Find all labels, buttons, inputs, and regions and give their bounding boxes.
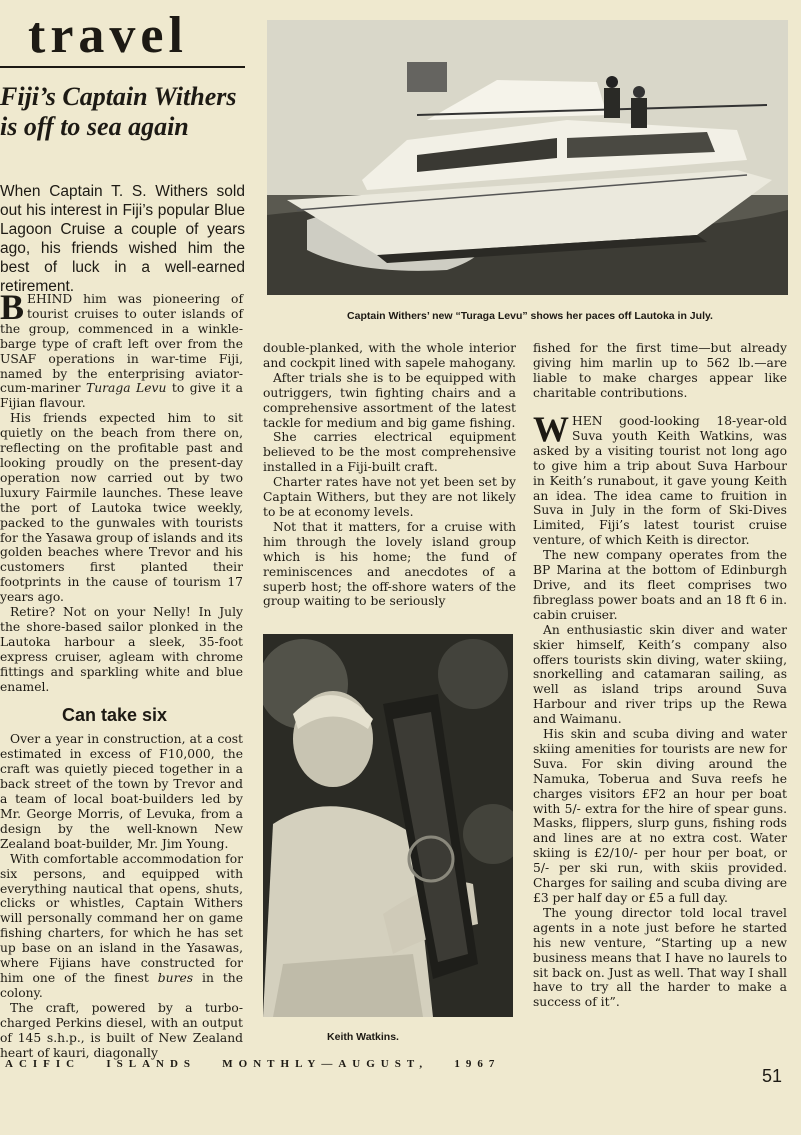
article-headline: Fiji’s Captain Withers is off to sea again bbox=[0, 82, 237, 141]
paragraph: Charter rates have not yet been set by Captain Withers, but they are not likely to be at economy levels. bbox=[263, 475, 516, 519]
paragraph bbox=[0, 852, 243, 1001]
drop-cap: B bbox=[0, 287, 25, 327]
paragraph: His friends expected him to sit quietly on the beach from there on, reflecting on the profitable past and looking proudly on the present-day operation now carried out by two luxury Fairmile launches. These leave the port of Lautoka twice weekly, packed to the gunwales with tourists for the Yasawa group of islands and its golden beaches where Trevor and his customers first planted their footprints in the cause of tourism 17 years ago. bbox=[0, 411, 243, 605]
paragraph: Over a year in construction, at a cost estimated in excess of F10,000, the craft was quietly pieced together in a back street of the town by Trevor and a team of local boat-builders led by Mr. George Morris, of Levuka, from a design by the well-known New Zealand boat-builder, Mr. Jim Young. bbox=[0, 732, 243, 851]
portrait-illustration bbox=[263, 634, 513, 1017]
paragraph-text: HEN good-looking 18-year-old Suva youth Keith Watkins, was asked by a visiting tourist not long ago to give him a trip about Suva Harbour in Keith’s runabout, it gave young Keith an idea. The idea came to fruition in Suva in July in the form of Ski-Dives Limited, Fiji’s latest tourist cruise venture, of which Keith is director. bbox=[533, 414, 787, 548]
paragraph: His skin and scuba diving and water skiing amenities for tourists are new for Suva. For skin diving around the Namuka, Toberua and Suva reefs he charges visitors £F2 an hour per boat with 5/- extra for the hire of spear guns. Masks, flippers, slurp guns, fishing rods and lines are at no extra cost. Water skiing is £2/10/- per hour per boat, or 5/- per ski run, with skiis provided. Charges for sailing and scuba diving are £3 per half day or £5 a full day. bbox=[533, 727, 787, 905]
drop-cap: W bbox=[533, 409, 569, 449]
paragraph-text: With comfortable accommodation for six persons, and equipped with everything nautical that opens, shuts, clicks or whistles, Captain Withers will personally command her on game fishing charters, for which he has set up base on an island in the Yasawas, where Fijians have constructed for him one of the finest bbox=[0, 851, 243, 985]
boat-illustration bbox=[267, 20, 788, 295]
paragraph: double-planked, with the whole interior and cockpit lined with sapele mahogany. bbox=[263, 341, 516, 370]
magazine-footer: ACIFIC ISLANDS MONTHLY—AUGUST, 1967 bbox=[5, 1058, 501, 1070]
paragraph: Not that it matters, for a cruise with him through the lovely island group which is his home; the fund of reminiscences and anecdotes of a superb host; the off-shore waters of the group waiting to be seriously bbox=[263, 519, 516, 609]
paragraph: She carries electrical equipment believed to be the most comprehensive installed in a Fiji-built craft. bbox=[263, 430, 516, 475]
paragraph: An enthusiastic skin diver and water skier himself, Keith’s company also offers tourists skin diving, water skiing, snorkelling and catamaran sailing, as well as island trips around Suva Harbour and river trips up the Rewa and Waimanu. bbox=[533, 622, 787, 727]
title-rule bbox=[0, 66, 245, 68]
paragraph bbox=[0, 287, 243, 411]
boat-photo bbox=[267, 20, 788, 295]
paragraph: The new company operates from the BP Marina at the bottom of Edinburgh Drive, and its fleet comprises two fibreglass power boats and an 18 ft 6 in. cabin cruiser. bbox=[533, 548, 787, 622]
column-right-top bbox=[533, 341, 787, 401]
boat-photo-caption: Captain Withers’ new “Turaga Levu” shows her paces off Lautoka in July. bbox=[347, 310, 713, 322]
paragraph: The craft, powered by a turbo-charged Perkins diesel, with an output of 145 s.h.p., is built of New Zealand heart of kauri, diagonally bbox=[0, 1000, 243, 1060]
article-standfirst: When Captain T. S. Withers sold out his interest in Fiji’s popular Blue Lagoon Cruise a couple of years ago, his friends wished him the best of luck in a well-earned retirement. bbox=[0, 183, 245, 295]
paragraph: The young director told local travel agents in a note just before he started his new venture, “Starting up a new business means that I have no laurels to sit back on. Just as well. That way I shall have to try all the harder to make a success of it”. bbox=[533, 905, 787, 1010]
paragraph-text: in the colony. bbox=[0, 970, 244, 1000]
paragraph bbox=[533, 409, 787, 548]
page-number: 51 bbox=[762, 1066, 783, 1086]
boat-name: Turaga Levu bbox=[86, 381, 167, 396]
column-right bbox=[533, 409, 787, 1010]
paragraph-text: EHIND him was pioneering of tourist cruises to outer islands of the group, commenced in a winkle-barge type of craft left over from the USAF operations in war-time Fiji, named by the enterprising aviator-cum-mariner bbox=[0, 292, 243, 396]
paragraph: After trials she is to be equipped with outriggers, twin fighting chairs and a comprehensive assortment of the latest tackle for medium and big game fishing. bbox=[263, 370, 516, 430]
italic-word: bures bbox=[157, 970, 194, 985]
keith-watkins-photo bbox=[263, 634, 513, 1017]
paragraph: Retire? Not on your Nelly! In July the shore-based sailor plonked in the Lautoka harbour a sleek, 35-foot express cruiser, agleam with chrome fittings and sparkling white and blue enamel. bbox=[0, 605, 243, 694]
subheading: Can take six bbox=[62, 705, 168, 726]
column-left bbox=[0, 287, 244, 1060]
section-title: travel bbox=[28, 7, 188, 64]
column-middle bbox=[263, 341, 516, 609]
keith-watkins-caption: Keith Watkins. bbox=[327, 1031, 399, 1043]
paragraph: fished for the first time—but already giving him marlin up to 562 lb.—are liable to make charges appear like charitable contributions. bbox=[533, 341, 787, 400]
paragraph-text: to give it a Fijian flavour. bbox=[0, 381, 243, 411]
